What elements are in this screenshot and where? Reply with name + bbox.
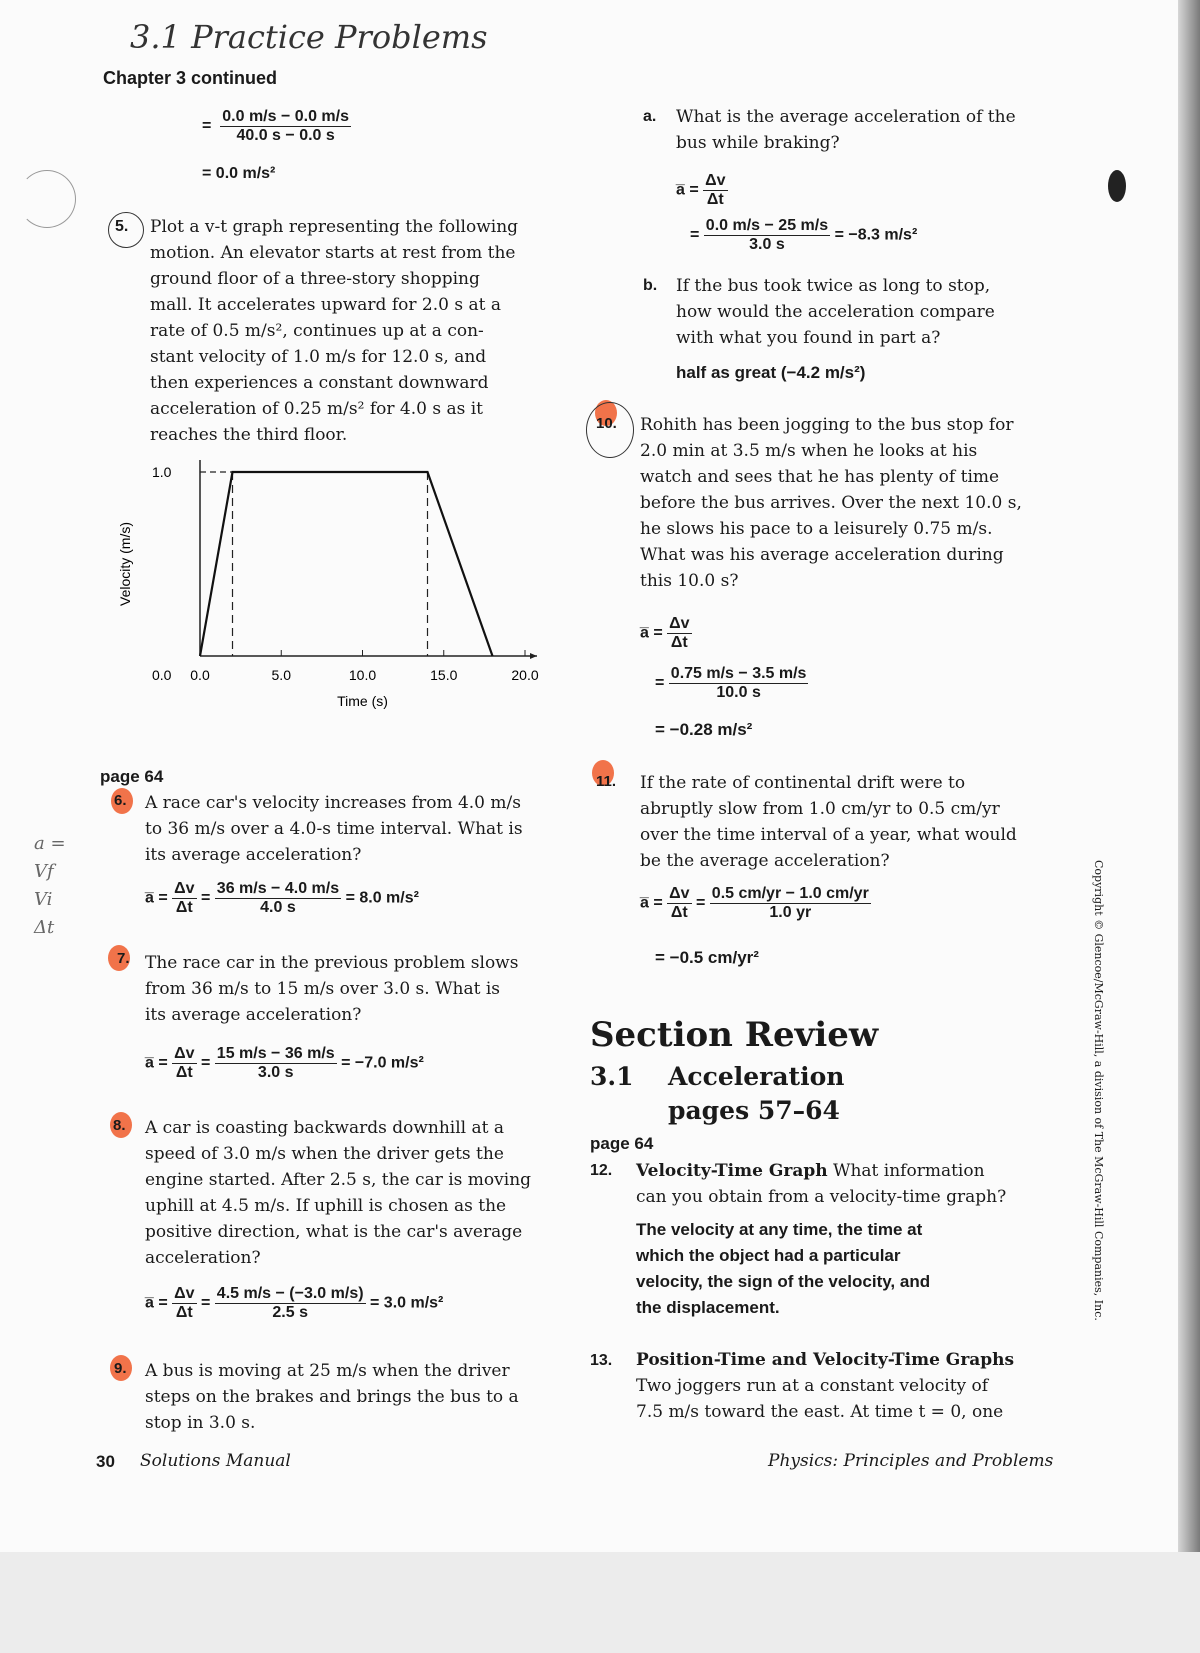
p9b-answer: half as great (−4.2 m/s²) [676, 363, 866, 382]
copyright-notice: Copyright © Glencoe/McGraw-Hill, a division of The McGraw-Hill Companies, Inc. [1092, 860, 1105, 1321]
p11-number: 11. [596, 773, 617, 790]
p9-number: 9. [114, 1360, 127, 1377]
y-tick-label: 1.0 [152, 464, 172, 480]
p9a-text: What is the average acceleration of the bus while braking? [676, 107, 1016, 153]
p12-answer: The velocity at any time, the time at which the object had a particular velocity, the sign of the velocity, and the displacement. [636, 1220, 931, 1317]
p9a-equation-1: a̅ = $\frac{\Delta v}{\Delta t}$ [676, 172, 726, 208]
p9b-label: b. [643, 277, 658, 294]
p6-equation: a̅ = $\frac{\Delta v}{\Delta t}$ = $\frac{36 m/s - 4.0 m/s}{4.0 s}$ = 8.0 m/s² [145, 880, 419, 916]
section-name: Acceleration [668, 1062, 845, 1091]
page64-label: page 64 [100, 767, 164, 786]
margin-notes: a = Vf Vi Δt [34, 833, 66, 938]
velocity-series-line [200, 472, 493, 656]
footer-right: Physics: Principles and Problems [768, 1451, 1054, 1471]
p8-number: 8. [113, 1117, 126, 1134]
chapter-heading: Chapter 3 continued [103, 68, 278, 88]
p6-text: A race car's velocity increases from 4.0 m/s to 36 m/s over a 4.0-s time interval. What is its average acceleration? [145, 793, 523, 865]
y-tick-label: 0.0 [152, 667, 172, 683]
p6-number: 6. [114, 792, 127, 809]
p11-result: = −0.5 cm/yr² [655, 948, 759, 967]
p12-number: 12. [590, 1162, 613, 1179]
punch-hole [1108, 170, 1126, 202]
p10-equation-2: = $\frac{0.75 m/s - 3.5 m/s}{10.0 s}$ [655, 665, 807, 701]
p8-equation: a̅ = $\frac{\Delta v}{\Delta t}$ = $\frac{4.5 m/s - (-3.0 m/s)}{2.5 s}$ = 3.0 m/s² [145, 1285, 444, 1321]
p8-text: A car is coasting backwards downhill at a speed of 3.0 m/s when the driver gets the engine started. After 2.5 s, the car is moving uphill at 4.5 m/s. If uphill is chosen as the positive direction, what is the car's average acceleration? [145, 1118, 532, 1268]
x-axis-label: Time (s) [337, 693, 388, 709]
scan-edge [1178, 0, 1200, 1653]
p11-equation: a̅ = $\frac{\Delta v}{\Delta t}$ = $\frac{0.5 cm/yr - 1.0 cm/yr}{1.0 yr}$ [640, 885, 869, 921]
p7-text: The race car in the previous problem slows from 36 m/s to 15 m/s over 3.0 s. What is its average acceleration? [145, 953, 519, 1025]
p9a-label: a. [643, 108, 657, 125]
section-number: 3.1 [590, 1062, 634, 1091]
x-tick-label: 15.0 [430, 667, 458, 683]
p12-text: Velocity-Time Graph What information can you obtain from a velocity-time graph? [636, 1161, 1007, 1207]
scan-bottom-margin [0, 1552, 1200, 1653]
x-axis-arrow [530, 653, 537, 659]
p4-fraction-line: = $\frac{0.0 m/s - 0.0 m/s}{40.0 s - 0.0 s}$ [202, 108, 349, 144]
p5-number: 5. [115, 218, 129, 235]
footer-page-number: 30 [96, 1452, 115, 1471]
p10-number: 10. [596, 415, 617, 432]
footer-left: Solutions Manual [140, 1451, 291, 1471]
p10-equation-1: a̅ = $\frac{\Delta v}{\Delta t}$ [640, 615, 690, 651]
p13-text: Position-Time and Velocity-Time Graphs Two joggers run at a constant velocity of 7.5 m/s toward the east. At time t = 0, one [636, 1350, 1015, 1422]
p10-text: Rohith has been jogging to the bus stop for 2.0 min at 3.5 m/s when he looks at his watch and sees that he has plenty of time before the bus arrives. Over the next 10.0 s, he slows his pace to a leisurely 0.75 m/s. What was his average acceleration during this 10.0 s? [640, 415, 1022, 591]
x-tick-label: 20.0 [511, 667, 539, 683]
p7-equation: a̅ = $\frac{\Delta v}{\Delta t}$ = $\frac{15 m/s - 36 m/s}{3.0 s}$ = −7.0 m/s² [145, 1045, 424, 1081]
y-axis-label: Velocity (m/s) [117, 521, 133, 607]
x-tick-label: 0.0 [190, 667, 210, 683]
p4-denominator: 40.0 s − 0.0 s [236, 127, 335, 144]
p13-number: 13. [590, 1352, 613, 1369]
p9b-text: If the bus took twice as long to stop, how would the acceleration compare with what you found in part a? [676, 276, 995, 348]
x-tick-label: 10.0 [348, 667, 377, 683]
margin-hole-mark [18, 170, 76, 228]
p7-number: 7. [117, 950, 130, 967]
section-page-label: page 64 [590, 1134, 654, 1153]
p5-text: Plot a v-t graph representing the following motion. An elevator starts at rest from the ground floor of a three-story shopping mall. It accelerates upward for 2.0 s at a rate of 0.5 m/s², continues up at a con- stant velocity of 1.0 m/s for 12.0 s, and then experiences a constant downward acceleration of 0.25 m/s² for 4.0 s as it reaches the third floor. [150, 217, 519, 445]
handwritten-title: 3.1 Practice Problems [130, 18, 488, 56]
section-pages: pages 57–64 [668, 1096, 840, 1125]
p11-text: If the rate of continental drift were to abruptly slow from 1.0 cm/yr to 0.5 cm/yr over the time interval of a year, what would be the average acceleration? [640, 773, 1017, 871]
velocity-time-chart [100, 460, 540, 720]
p4-result: = 0.0 m/s² [202, 165, 276, 182]
p9a-equation-2: = $\frac{0.0 m/s - 25 m/s}{3.0 s}$ = −8.3 m/s² [690, 217, 918, 253]
x-tick-label: 5.0 [271, 667, 291, 683]
p10-result: = −0.28 m/s² [655, 720, 753, 739]
section-review-title: Section Review [590, 1015, 879, 1055]
p9-text: A bus is moving at 25 m/s when the driver steps on the brakes and brings the bus to a stop in 3.0 s. [145, 1361, 519, 1433]
p4-numerator: 0.0 m/s − 0.0 m/s [222, 108, 349, 125]
